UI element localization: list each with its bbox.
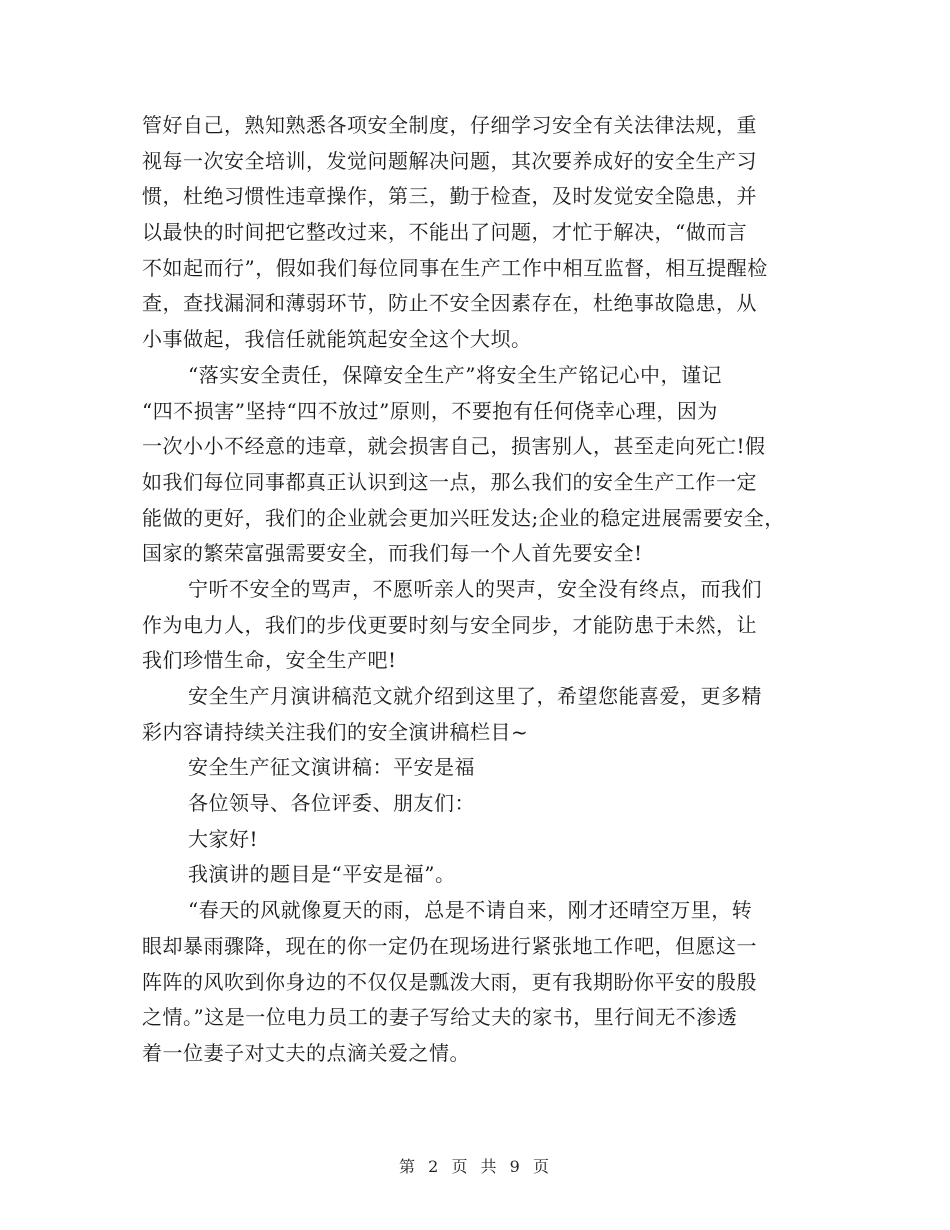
text-line: 我们珍惜生命，安全生产吧!: [142, 648, 397, 673]
text-line: 眼却暴雨骤降，现在的你一定仍在现场进行紧张地工作吧，但愿这一: [142, 933, 757, 958]
paragraph-start-line: 宁听不安全的骂声，不愿听亲人的哭声，安全没有终点，而我们: [188, 576, 762, 601]
total-page-count: 9: [509, 1157, 522, 1176]
document-body: [142, 108, 822, 1072]
text-line: 管好自己，熟知熟悉各项安全制度，仔细学习安全有关法律法规，重: [142, 113, 757, 137]
speech-title-line: 安全生产征文演讲稿：平安是福: [188, 755, 475, 780]
paragraph-start-line: 我演讲的题目是“平安是福”。: [188, 862, 456, 887]
text-line: 作为电力人，我们的步伐更要时刻与安全同步，才能防患于未然，让: [142, 612, 757, 637]
text-line: 之情。”这是一位电力员工的妻子写给丈夫的家书，里行间无不渗透: [142, 1005, 738, 1030]
text-line: “四不损害”坚持“四不放过”原则，不要抱有任何侥幸心理，因为: [142, 398, 718, 423]
total-label: 共: [480, 1157, 499, 1176]
text-line: 小事做起，我信任就能筑起安全这个大坝。: [142, 327, 532, 352]
page-prefix: 第: [399, 1157, 418, 1176]
text-line: 惯，杜绝习惯性违章操作，第三，勤于检查，及时发觉安全隐患，并: [142, 184, 757, 209]
text-line: 查，查找漏洞和薄弱环节，防止不安全因素存在，杜绝事故隐患，从: [142, 291, 757, 316]
current-page-number: 2: [428, 1157, 441, 1176]
paragraph-start-line: “落实安全责任，保障安全生产”将安全生产铭记心中，谨记: [188, 362, 722, 387]
text-line: 阵阵的风吹到你身边的不仅仅是瓢泼大雨，更有我期盼你平安的殷殷: [142, 969, 757, 994]
text-line: 不如起而行”，假如我们每位同事在生产工作中相互监督，相互提醒检: [142, 255, 768, 280]
page-label: 页: [451, 1157, 470, 1176]
text-line: 以最快的时间把它整改过来，不能出了问题，才忙于解决，“做而言: [142, 220, 748, 245]
page-suffix: 页: [532, 1157, 551, 1176]
greeting-line: 大家好!: [188, 826, 259, 851]
text-line: 着一位妻子对丈夫的点滴关爱之情。: [142, 1040, 470, 1065]
text-line: 彩内容请持续关注我们的安全演讲稿栏目~: [142, 719, 529, 744]
page-footer: [0, 1154, 950, 1177]
greeting-line: 各位领导、各位评委、朋友们：: [188, 791, 475, 816]
text-line: 如我们每位同事都真正认识到这一点，那么我们的安全生产工作一定: [142, 469, 757, 494]
text-line: 视每一次安全培训，发觉问题解决问题，其次要养成好的安全生产习: [142, 148, 757, 173]
text-line: 能做的更好，我们的企业就会更加兴旺发达;企业的稳定进展需要安全，: [142, 505, 785, 530]
paragraph-start-line: 安全生产月演讲稿范文就介绍到这里了，希望您能喜爱，更多精: [188, 684, 762, 708]
text-line: 一次小小不经意的违章，就会损害自己，损害别人，甚至走向死亡!假: [142, 434, 766, 459]
paragraph-start-line: “春天的风就像夏天的雨，总是不请自来，刚才还晴空万里，转: [188, 898, 753, 923]
text-line: 国家的繁荣富强需要安全，而我们每一个人首先要安全!: [142, 541, 643, 566]
